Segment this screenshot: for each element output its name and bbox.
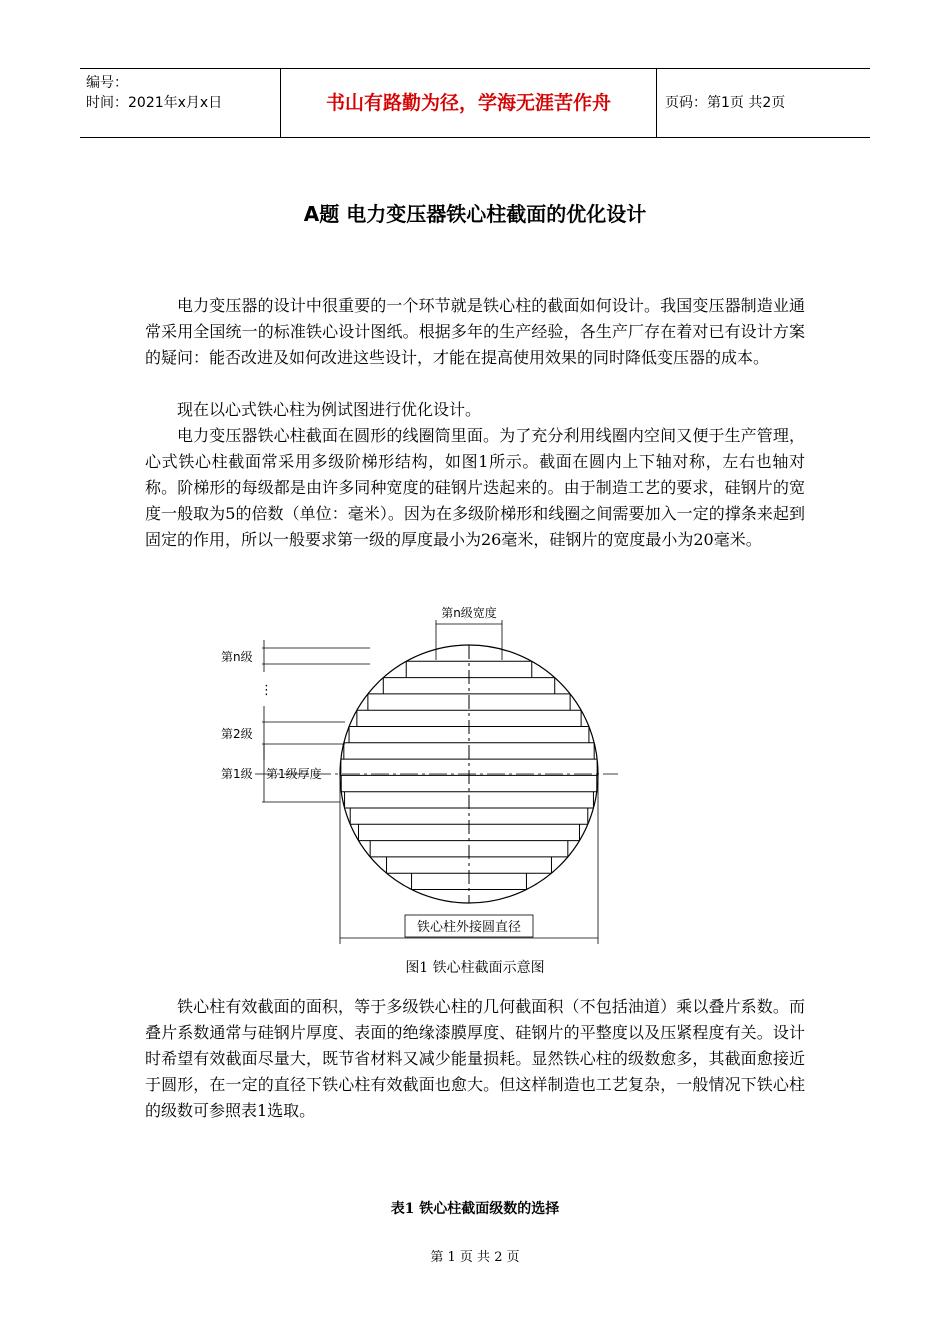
header-date: 时间：2021年x月x日 — [86, 95, 223, 111]
paragraph-2: 现在以心式铁心柱为例试图进行优化设计。 — [177, 400, 482, 419]
label-2: 第2级 — [221, 727, 253, 741]
paragraph-3: 电力变压器铁心柱截面在圆形的线圈筒里面。为了充分利用线圈内空间又便于生产管理，心式铁心柱截面常采用多级阶梯形结构，如图1所示。截面在圆内上下轴对称，左右也轴对称。阶梯形的每级都是由许多同种宽度的硅钢片迭起来的。由于制造工艺的要求，硅钢片的宽度一般取为5的倍数（单位：毫米）。因为在多级阶梯形和线圈之间需要加入一定的撑条来起到固定的作用，所以一般要求第一级的厚度最小为26毫米，硅钢片的宽度最小为20毫米。 — [145, 426, 805, 549]
label-1-thickness: 第1级厚度 — [266, 767, 322, 781]
label-1: 第1级 — [221, 767, 253, 781]
header-motto: 书山有路勤为径，学海无涯苦作舟 — [280, 69, 657, 137]
document-title: A题 电力变压器铁心柱截面的优化设计 — [303, 202, 647, 226]
figure-caption: 图1 铁心柱截面示意图 — [405, 960, 545, 976]
label-n: 第n级 — [221, 650, 253, 664]
paragraph-1: 电力变压器的设计中很重要的一个环节就是铁心柱的截面如何设计。我国变压器制造业通常采用全国统一的标准铁心设计图纸。根据多年的生产经验，各生产厂存在着对已有设计方案的疑问：能否改进及如何改进这些设计，才能在提高使用效果的同时降低变压器的成本。 — [145, 296, 805, 367]
label-dots: ⋮ — [260, 683, 273, 698]
label-n-width: 第n级宽度 — [441, 606, 497, 620]
header-page-info: 页码：第1页 共2页 — [665, 95, 786, 111]
table-caption: 表1 铁心柱截面级数的选择 — [390, 1201, 560, 1217]
paragraph-4: 铁心柱有效截面的面积，等于多级铁心柱的几何截面积（不包括油道）乘以叠片系数。而叠片系数通常与硅钢片厚度、表面的绝缘漆膜厚度、硅钢片的平整度以及压紧程度有关。设计时希望有效截面尽量大，既节省材料又减少能量损耗。显然铁心柱的级数愈多，其截面愈接近于圆形，在一定的直径下铁心柱有效截面也愈大。但这样制造也工艺复杂，一般情况下铁心柱的级数可参照表1选取。 — [145, 997, 805, 1120]
header-number: 编号： — [86, 75, 128, 91]
label-diameter: 铁心柱外接圆直径 — [416, 920, 522, 935]
page-footer: 第 1 页 共 2 页 — [430, 1250, 520, 1265]
